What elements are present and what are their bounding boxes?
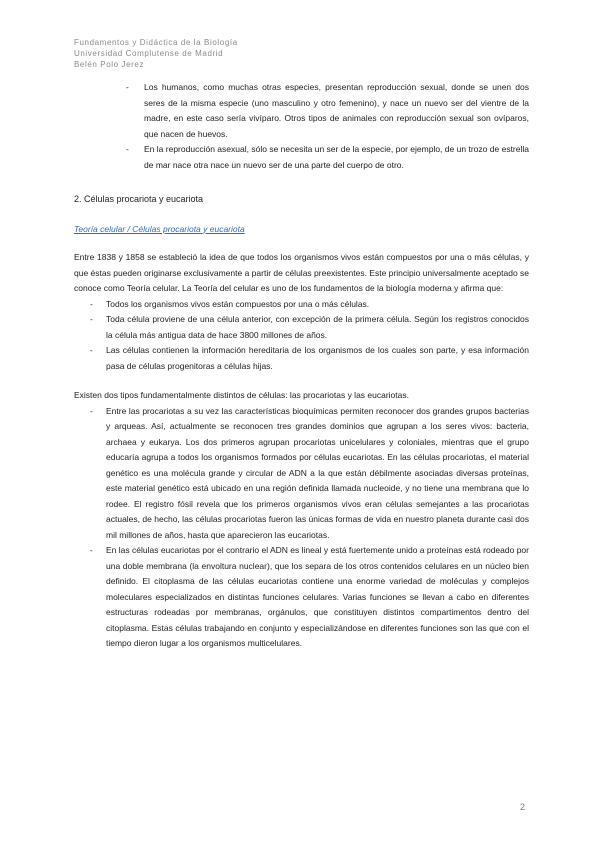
- list-item: - Entre las procariotas a su vez las características bioquímicas permiten reconocer dos grandes grupos bacterias y arqueas. Así, actualmente se reconocen tres grandes dominios que agrupan a los seres vivos: bacteria, archaea y eukarya. Los dos primeros agrupan procariotas unicelulares y coloniales, mientras que el grupo educaría agrupa a todos los organismos formados por células eucariotas. En las células procariotas, el material genético es una molécula grande y circular de ADN a la que están débilmente asociadas diversas proteínas, este material genético está ubicado en una región definida llamada nucleoide, y no tiene una membrana que lo rodee. El registro fósil revela que los primeros organismos vivos eran células semejantes a las procariotas actuales, de hecho, las células procariotas fueron las únicas formas de vida en nuestro planeta durante casi dos mil millones de años, hasta que aparecieron las eucariotas.: [74, 404, 529, 544]
- page-number: 2: [519, 802, 525, 812]
- page-header: [74, 37, 238, 70]
- theory-link[interactable]: Teoría celular / Células procariota y eucariota: [74, 223, 245, 234]
- list-item: - En las células eucariotas por el contrario el ADN es lineal y está fuertemente unido a proteínas está rodeado por una doble membrana (la envoltura nuclear), que los separa de los otros contenidos celulares en un núcleo bien definido. El citoplasma de las células eucariotas contiene una enorme variedad de moléculas y complejos moleculares especializados en distintas funciones celulares. Varias funciones se llevan a cabo en diferentes estructuras rodeadas por membranas, orgánulos, que constituyen distintos compartimentos dentro del citoplasma. Estas células trabajando en conjunto y especializándose en diferentes funciones son las que con el tiempo dieron lugar a los organismos multicelulares.: [74, 543, 529, 652]
- list-item: - Toda célula proviene de una célula anterior, con excepción de la primera célula. Según los registros conocidos la célula más antigua data de hace 3800 millones de años.: [74, 312, 529, 343]
- header-course: Fundamentos y Didáctica de la Biología: [74, 38, 238, 47]
- header-university: Universidad Complutense de Madrid: [74, 49, 224, 58]
- cell-types-list: [74, 404, 529, 652]
- section-title: 2. Células procariota y eucariota: [74, 194, 204, 204]
- intro-list: [74, 80, 529, 173]
- header-author: Belén Polo Jerez: [74, 60, 145, 69]
- list-item: - Todos los organismos vivos están compuestos por una o más células.: [74, 297, 529, 313]
- list-item: - En la reproducción asexual, sólo se necesita un ser de la especie, por ejemplo, de un trozo de estrella de mar nace otra nace un nuevo ser de una parte del cuerpo de otro.: [74, 142, 529, 173]
- paragraph: Entre 1838 y 1858 se estableció la idea de que todos los organismos vivos están compuestos por una o más células, y que éstas pueden originarse exclusivamente a partir de células preexistentes. Este principio universalmente aceptado se conoce como Teoría celular. La Teoría del celular es uno de los fundamentos de la biología moderna y afirma que:: [74, 252, 530, 293]
- document-body: [74, 80, 529, 652]
- theory-list: [74, 297, 529, 375]
- list-item: - Los humanos, como muchas otras especies, presentan reproducción sexual, donde se unen dos seres de la misma especie (uno masculino y otro femenino), y nace un nuevo ser del vientre de la madre, en este caso sería vivíparo. Otros tipos de animales con reproducción sexual son ovíparos, que nacen de huevos.: [74, 80, 529, 142]
- paragraph: Existen dos tipos fundamentalmente distintos de células: las procariotas y las eucariotas.: [74, 390, 409, 400]
- list-item: - Las células contienen la información hereditaria de los organismos de los cuales son parte, y esa información pasa de células progenitoras a células hijas.: [74, 343, 529, 374]
